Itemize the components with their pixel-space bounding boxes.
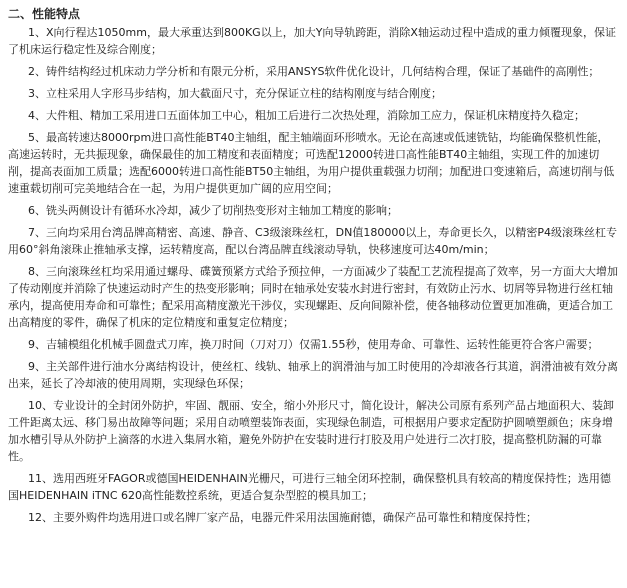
feature-item-10: 10、专业设计的全封闭外防护，牢固、靓丽、安全，缩小外形尺寸，简化设计，解决公司原有系列产品占地面积大、装卸工件距离太远、移门易出故障等问题；采用自动喷塑装饰表面，实现绿色制造，可根据用户要求定配防护圆喷塑颜色；床身增加水槽引导从外防护上滴落的水进入集屑水箱，避免外防护在安装时进行打胶及用户处进行二次打胶，提高整机防漏的可靠性。 — [8, 399, 614, 463]
feature-item-12: 12、主要外购件均选用进口或名牌厂家产品，电器元件采用法国施耐德，确保产品可靠性和精度保持性； — [28, 511, 537, 524]
feature-item-7: 7、三向均采用台湾品牌高精密、高速、静音、C3级滚珠丝杠，DN值180000以上，寿命更长久，以精密P4级滚珠丝杠专用60°斜角滚珠止推轴承支撑，运转精度高，配以台湾品牌直线滚动导轨，快移速度可达40m/min； — [8, 226, 617, 256]
feature-item-9b: 9、主关部件进行油水分离结构设计，使丝杠、线轨、轴承上的润滑油与加工时使用的冷却液各行其道，润滑油被有效分离出来，延长了冷却液的使用周期，实现绿色环保； — [8, 360, 618, 390]
feature-item-3: 3、立柱采用人字形马步结构，加大截面尺寸，充分保证立柱的结构刚度与结合刚度； — [28, 87, 442, 100]
feature-item-2: 2、铸件结构经过机床动力学分析和有限元分析，采用ANSYS软件优化设计，几何结构合理，保证了基础件的高刚性； — [28, 65, 600, 78]
feature-item-11: 11、选用西班牙FAGOR或德国HEIDENHAIN光栅尺，可进行三轴全闭环控制，确保整机具有较高的精度保持性；选用德国HEIDENHAIN iTNC 620高性能数控系统，更适合复杂型腔的模具加工； — [8, 472, 611, 502]
feature-item-5: 5、最高转速达8000rpm进口高性能BT40主轴组，配主轴端面环形喷水。无论在高速或低速铣钻，均能确保整机性能，高速运转时，无共振现象，确保最佳的加工精度和表面精度；可选配12000转进口高性能BT40主轴组，实现工件的加速切削，提高表面加工质量；选配6000转进口高性能BT50主轴组，为用户提供重载强力切削；加配进口变速箱后，高速切削与低速重载切削可完美地结合在一起，为用户提供更加广阔的应用空间； — [8, 131, 615, 195]
feature-item-9a: 9、吉辅模组化机械手圆盘式刀库，换刀时间（刀对刀）仅需1.55秒，使用寿命、可靠性、运转性能更符合客户需要； — [28, 338, 599, 351]
section-heading: 二、性能特点 — [8, 7, 81, 21]
feature-item-8: 8、三向滚珠丝杠均采用通过螺母、碟簧预紧方式给予预拉伸，一方面减少了装配工艺流程提高了效率，另一方面大大增加了传动刚度并消除了快速运动时产生的热变形影响；同时在轴承处安装水封进行密封，有效防止污水、切屑等异物进行丝杠轴承内，提高使用寿命和可靠性；配采用高精度激光干涉仪，实现螺距、反向间隙补偿，使各轴移动位置更加准确，更适合加工出高精度的零件，确保了机床的定位精度和重复定位精度； — [8, 265, 618, 329]
feature-item-6: 6、铣头两侧设计有循环水冷却，减少了切削热变形对主轴加工精度的影响； — [28, 204, 398, 217]
feature-item-4: 4、大件粗、精加工采用进口五面体加工中心，粗加工后进行二次热处理，消除加工应力，保证机床精度持久稳定； — [28, 109, 585, 122]
feature-item-1: 1、X向行程达1050mm，最大承重达到800KG以上，加大Y向导轨跨距，消除X轴运动过程中造成的重力倾覆现象，保证了机床运行稳定性及综合刚度； — [8, 26, 616, 56]
